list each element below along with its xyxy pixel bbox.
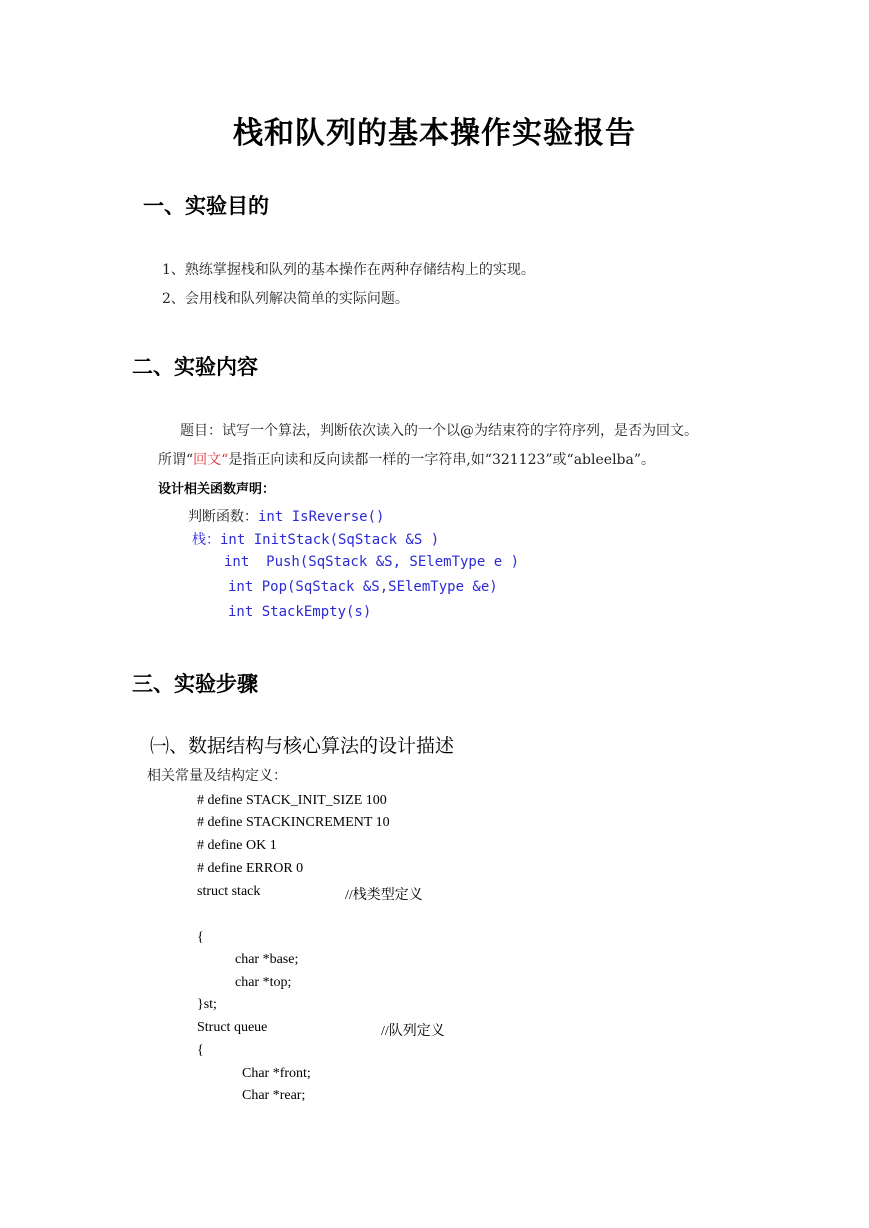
- code-line-10: Struct queue: [197, 1020, 268, 1035]
- stack-function-line-1: [192, 529, 439, 549]
- code-line-3: # define OK 1: [197, 838, 277, 853]
- problem-line-2: [158, 449, 655, 469]
- code-line-9: }st;: [197, 997, 217, 1012]
- code-line-6: {: [197, 930, 204, 945]
- code-line-5: struct stack: [197, 884, 261, 899]
- definitions-label: 相关常量及结构定义：: [147, 768, 287, 784]
- section2-heading: 二、实验内容: [132, 354, 258, 379]
- code-line-2: # define STACKINCREMENT 10: [197, 815, 390, 830]
- stack-label: 栈：: [192, 532, 220, 548]
- page-title: 栈和队列的基本操作实验报告: [233, 116, 636, 151]
- code-line-12: Char *front;: [242, 1066, 311, 1081]
- code-comment-stack: //栈类型定义: [345, 888, 423, 903]
- stack-function-init: int InitStack(SqStack &S ): [220, 532, 440, 548]
- section3-heading: 三、实验步骤: [132, 671, 258, 696]
- problem-line-1: 题目：试写一个算法，判断依次读入的一个以@为结束符的字符序列，是否为回文。: [180, 423, 698, 439]
- judge-function: int IsReverse(): [258, 509, 385, 525]
- stack-function-pop: int Pop(SqStack &S,SElemType &e): [228, 579, 498, 595]
- design-label: 设计相关函数声明：: [158, 482, 276, 497]
- code-line-11: {: [197, 1043, 204, 1058]
- stack-function-empty: int StackEmpty(s): [228, 604, 372, 620]
- problem-line-2-pre: 所谓“: [158, 452, 194, 468]
- problem-line-2-post: 是指正向读和反向读都一样的一字符串,如“321123”或“ableelba”。: [228, 452, 656, 468]
- section1-heading: 一、实验目的: [143, 193, 269, 218]
- code-line-7: char *base;: [235, 952, 299, 967]
- stack-function-push: int Push(SqStack &S, SElemType e ): [224, 554, 520, 570]
- code-comment-queue: //队列定义: [381, 1024, 445, 1039]
- objective-item-1: 1、熟练掌握栈和队列的基本操作在两种存储结构上的实现。: [162, 262, 535, 278]
- code-line-4: # define ERROR 0: [197, 861, 304, 876]
- code-line-1: # define STACK_INIT_SIZE 100: [197, 793, 387, 808]
- judge-function-line: [188, 506, 384, 526]
- code-line-8: char *top;: [235, 975, 292, 990]
- subsection-heading: ㈠、数据结构与核心算法的设计描述: [150, 735, 455, 757]
- objective-item-2: 2、会用栈和队列解决简单的实际问题。: [162, 291, 409, 307]
- code-line-13: Char *rear;: [242, 1088, 306, 1103]
- palindrome-term: 回文“: [193, 452, 229, 468]
- judge-label: 判断函数：: [188, 509, 258, 525]
